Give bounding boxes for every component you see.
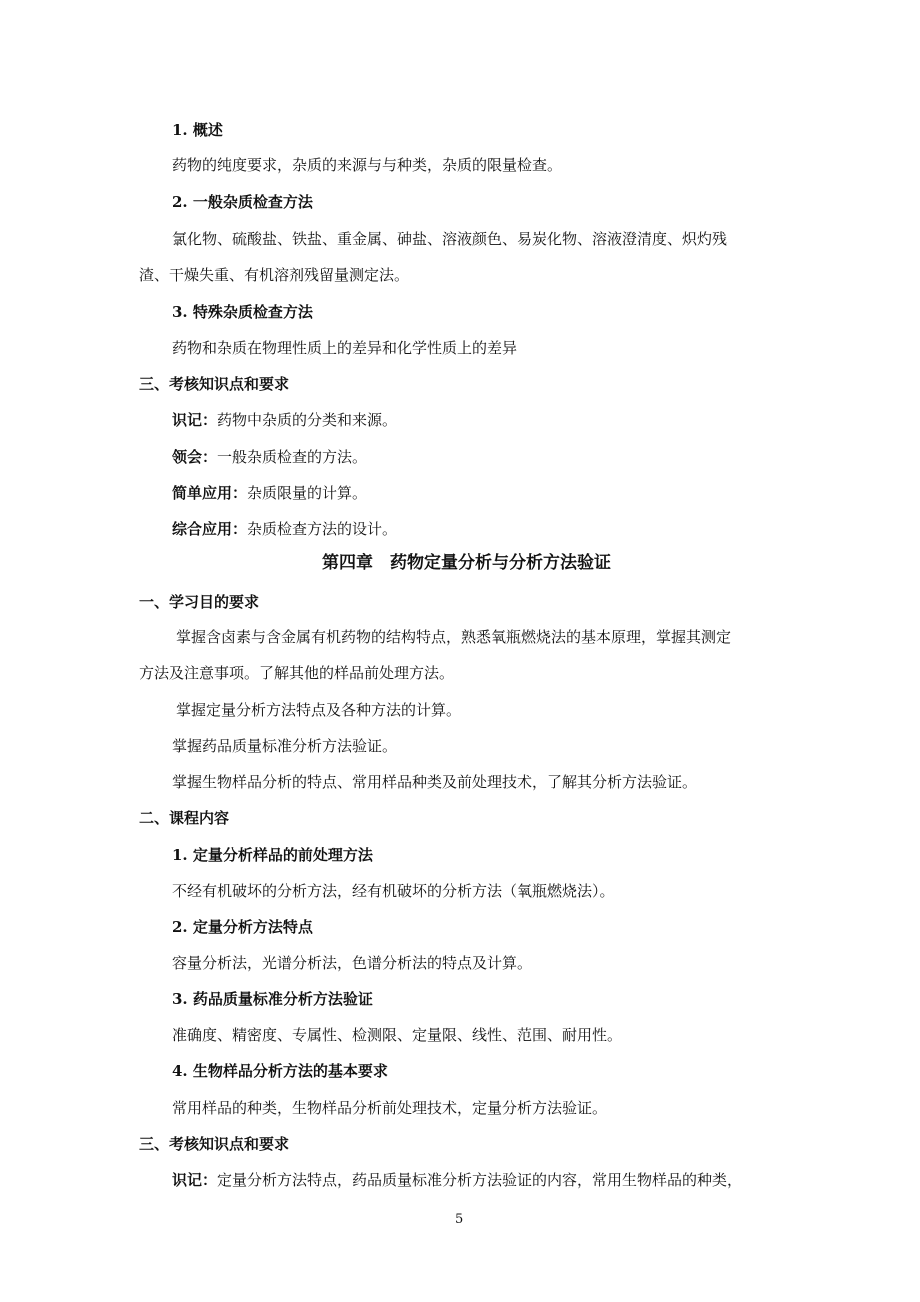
requirement-item (172, 447, 367, 467)
requirement-item (172, 483, 367, 503)
section-heading: 3. 药品质量标准分析方法验证 (172, 990, 373, 1008)
chapter-title: 第四章 药物定量分析与分析方法验证 (322, 553, 611, 573)
section-heading: 2. 定量分析方法特点 (172, 918, 313, 936)
paragraph: 掌握生物样品分析的特点、常用样品种类及前处理技术，了解其分析方法验证。 (172, 773, 698, 791)
requirement-text: 药物中杂质的分类和来源。 (217, 411, 398, 429)
requirement-item (172, 410, 397, 430)
paragraph: 掌握含卤素与含金属有机药物的结构特点，熟悉氧瓶燃烧法的基本原理，掌握其测定 (176, 628, 732, 646)
page-number: 5 (455, 1212, 464, 1227)
requirement-label: 识记： (172, 411, 218, 429)
section-heading: 一、学习目的要求 (139, 593, 260, 611)
requirement-label: 领会： (172, 448, 218, 466)
requirement-item (172, 1170, 742, 1190)
requirement-label: 综合应用： (172, 520, 248, 538)
requirement-text: 杂质检查方法的设计。 (247, 520, 398, 538)
section-heading: 二、课程内容 (139, 809, 230, 827)
section-heading: 1. 概述 (172, 121, 223, 139)
paragraph: 氯化物、硫酸盐、铁盐、重金属、砷盐、溶液颜色、易炭化物、溶液澄清度、炽灼残 (172, 230, 728, 248)
paragraph: 药物和杂质在物理性质上的差异和化学性质上的差异 (172, 339, 518, 357)
requirement-text: 一般杂质检查的方法。 (217, 448, 368, 466)
paragraph: 容量分析法，光谱分析法，色谱分析法的特点及计算。 (172, 954, 533, 972)
paragraph: 常用样品的种类，生物样品分析前处理技术，定量分析方法验证。 (172, 1099, 608, 1117)
requirement-text: 杂质限量的计算。 (247, 484, 368, 502)
paragraph: 准确度、精密度、专属性、检测限、定量限、线性、范围、耐用性。 (172, 1026, 623, 1044)
requirement-text: 定量分析方法特点，药品质量标准分析方法验证的内容，常用生物样品的种类， (217, 1171, 743, 1189)
paragraph: 不经有机破坏的分析方法，经有机破坏的分析方法（氧瓶燃烧法）。 (172, 882, 615, 900)
section-heading: 3. 特殊杂质检查方法 (172, 303, 313, 321)
section-heading: 1. 定量分析样品的前处理方法 (172, 846, 373, 864)
section-heading: 三、考核知识点和要求 (139, 1135, 290, 1153)
paragraph: 药物的纯度要求，杂质的来源与与种类，杂质的限量检查。 (172, 156, 563, 174)
paragraph: 掌握药品质量标准分析方法验证。 (172, 737, 398, 755)
requirement-item (172, 519, 397, 539)
paragraph: 掌握定量分析方法特点及各种方法的计算。 (176, 701, 462, 719)
section-heading: 2. 一般杂质检查方法 (172, 193, 313, 211)
section-heading: 4. 生物样品分析方法的基本要求 (172, 1062, 388, 1080)
paragraph: 渣、干燥失重、有机溶剂残留量测定法。 (139, 266, 410, 284)
requirement-label: 简单应用： (172, 484, 248, 502)
section-heading: 三、考核知识点和要求 (139, 375, 290, 393)
requirement-label: 识记： (172, 1171, 218, 1189)
paragraph: 方法及注意事项。了解其他的样品前处理方法。 (139, 664, 455, 682)
